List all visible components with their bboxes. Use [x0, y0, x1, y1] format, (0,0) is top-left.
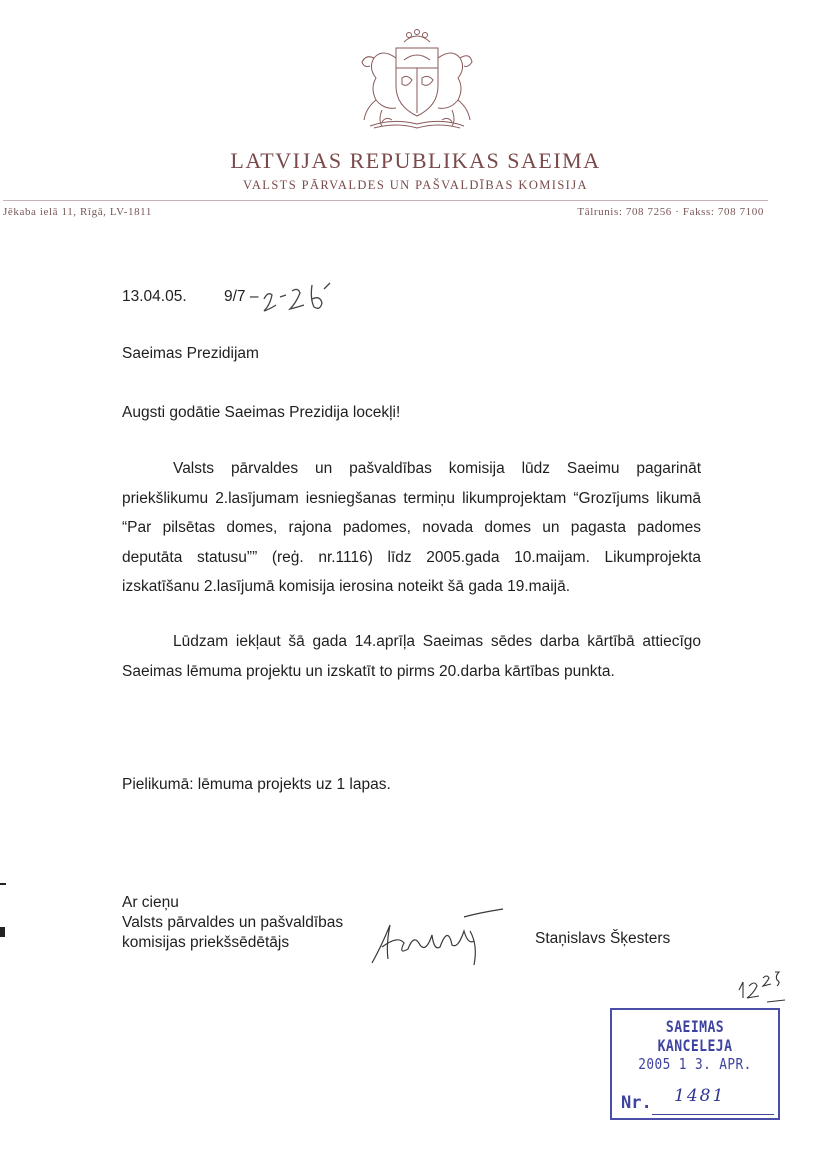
committee-name: VALSTS PĀRVALDES UN PAŠVALDĪBAS KOMISIJA [243, 178, 588, 192]
handwritten-registry-mark [733, 968, 793, 1008]
closing-line: Valsts pārvaldes un pašvaldības [122, 914, 344, 931]
registry-stamp [610, 1008, 780, 1120]
header-divider [3, 200, 768, 201]
handwritten-signature [368, 905, 513, 967]
scan-margin-marks [0, 883, 6, 943]
reference-number: 9/7 – [224, 288, 259, 305]
closing-block [122, 893, 343, 953]
stamp-number-label: Nr. [621, 1093, 652, 1113]
letter-date: 13.04.05. [122, 288, 187, 305]
closing-line: Ar cieņu [122, 894, 179, 911]
stamp-number-line [652, 1114, 774, 1115]
body-paragraph: Lūdzam iekļaut šā gada 14.aprīļa Saeimas sēdes darba kārtībā attiecīgo Saeimas lēmuma projektu un izskatīt to pirms 20.darba kārtības punkta. [122, 633, 701, 680]
salutation: Augsti godātie Saeimas Prezidija locekļi! [122, 404, 401, 421]
organization-name: LATVIJAS REPUBLIKAS SAEIMA [230, 148, 601, 173]
stamp-date: 2005 1 3. APR. [638, 1055, 752, 1073]
phone-fax-text: Tālrunis: 708 7256 · Fakss: 708 7100 [577, 206, 764, 218]
body-paragraph: Valsts pārvaldes un pašvaldības komisija lūdz Saeimu pagarināt priekšlikumu 2.lasījumam iesniegšanas termiņu likumprojektam “Grozījums likumā “Par pilsētas domes, rajona padomes, novada domes un pagasta padomes deputāta statusu”” (reģ. nr.1116) līdz 2005.gada 10.maijam. Likumprojekta izskatīšanu 2.lasījumā komisija ierosina noteikt šā gada 19.maijā. [122, 460, 701, 595]
address-text: Jēkaba ielā 11, Rīgā, LV-1811 [3, 206, 152, 218]
recipient: Saeimas Prezidijam [122, 345, 259, 362]
stamp-title: SAEIMAS KANCELEJA [657, 1017, 733, 1055]
closing-line: komisijas priekšsēdētājs [122, 934, 290, 951]
stamp-number-value: 1481 [674, 1086, 726, 1106]
coat-of-arms-emblem [352, 28, 482, 133]
signatory-name: Staņislavs Šķesters [535, 930, 671, 947]
attachment-note: Pielikumā: lēmuma projekts uz 1 lapas. [122, 776, 391, 793]
handwritten-reference [258, 281, 348, 321]
